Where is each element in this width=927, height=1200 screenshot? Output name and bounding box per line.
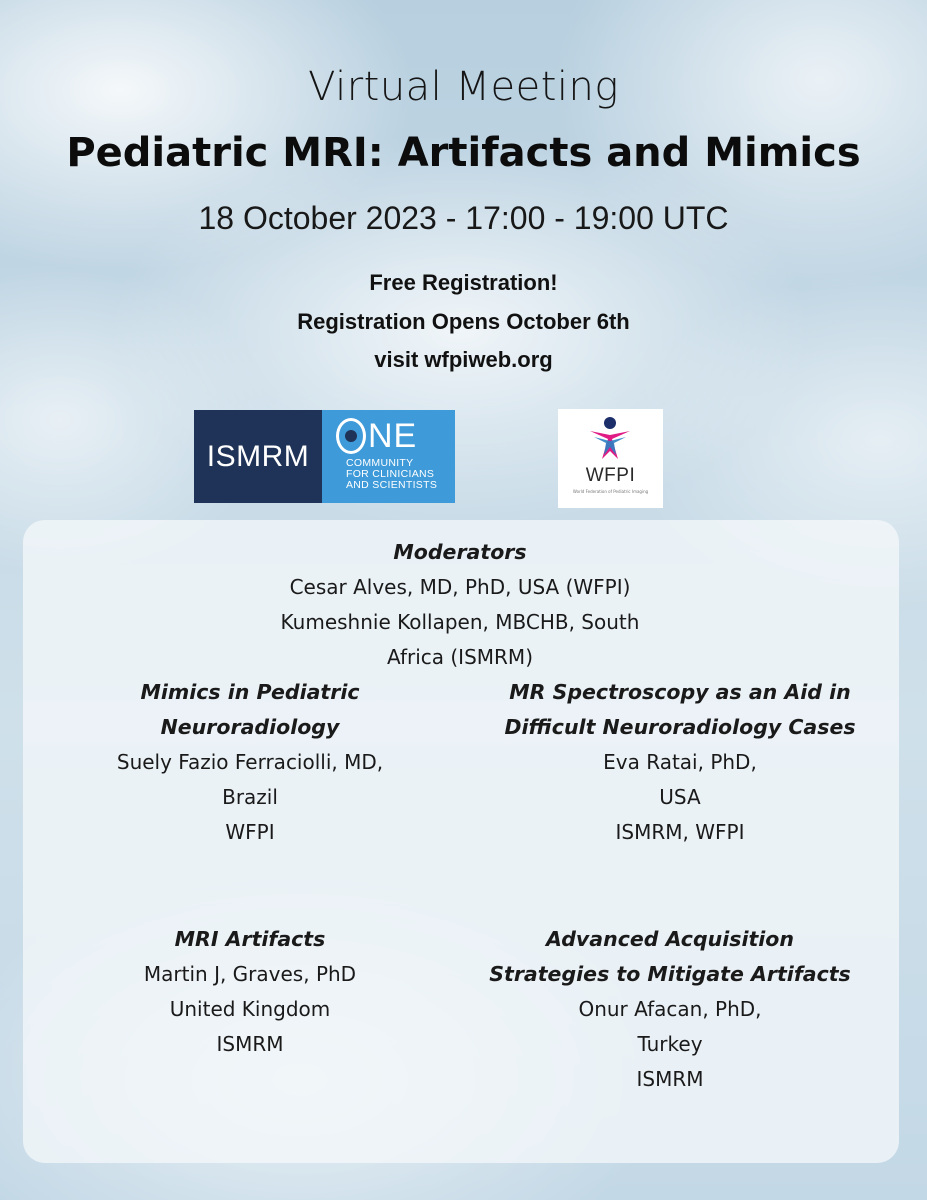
ismrm-one-community-mark — [322, 410, 455, 503]
talk-advanced-acquisition — [460, 922, 880, 1097]
talk-title: Strategies to Mitigate Artifacts — [489, 962, 851, 986]
speaker-name: Martin J, Graves, PhD — [143, 962, 357, 986]
event-kicker: Virtual Meeting — [308, 64, 619, 110]
talk-mimics — [90, 675, 410, 850]
speaker-name: Eva Ratai, PhD, — [603, 750, 757, 774]
wfpi-logo-subtitle: World Federation of Pediatric Imaging — [572, 489, 649, 494]
one-wordmark: NE — [368, 417, 418, 455]
speaker-country: Brazil — [222, 785, 278, 809]
website-link[interactable]: visit wfpiweb.org — [374, 347, 553, 372]
wfpi-logo-name: WFPI — [585, 465, 636, 486]
speaker-country: Turkey — [637, 1032, 703, 1056]
talk-mr-spectroscopy — [470, 675, 890, 850]
moderator-line: Kumeshnie Kollapen, MBCHB, South — [280, 610, 640, 634]
talk-title: MRI Artifacts — [174, 927, 326, 951]
speaker-society: ISMRM — [216, 1032, 284, 1056]
free-registration-text: Free Registration! — [369, 270, 558, 295]
ismrm-logo-name: ISMRM — [194, 410, 322, 503]
moderators-section — [230, 535, 690, 675]
registration-opens-text: Registration Opens October 6th — [297, 309, 630, 334]
speaker-society: ISMRM, WFPI — [615, 820, 745, 844]
moderator-line: Africa (ISMRM) — [386, 645, 533, 669]
talk-title: Mimics in Pediatric — [140, 680, 360, 704]
wfpi-logo — [558, 409, 663, 508]
speaker-society: ISMRM — [636, 1067, 704, 1091]
moderators-heading: Moderators — [393, 540, 527, 564]
one-sub-line-1: COMMUNITY — [346, 457, 414, 469]
wfpi-figures-icon — [586, 415, 634, 463]
ismrm-logo — [194, 410, 455, 503]
talk-title: Advanced Acquisition — [546, 927, 794, 951]
talk-title: Difficult Neuroradiology Cases — [504, 715, 856, 739]
talk-title: Neuroradiology — [160, 715, 340, 739]
talk-title: MR Spectroscopy as an Aid in — [509, 680, 851, 704]
event-date: 18 October 2023 - 17:00 - 19:00 UTC — [198, 200, 729, 236]
speaker-name: Suely Fazio Ferraciolli, MD, — [116, 750, 384, 774]
talk-mri-artifacts — [90, 922, 410, 1062]
one-sub-line-2: FOR CLINICIANS — [346, 468, 435, 480]
speaker-name: Onur Afacan, PhD, — [578, 997, 762, 1021]
speaker-country: USA — [659, 785, 701, 809]
speaker-country: United Kingdom — [169, 997, 331, 1021]
speaker-society: WFPI — [225, 820, 275, 844]
one-sub-line-3: AND SCIENTISTS — [346, 479, 438, 491]
event-title: Pediatric MRI: Artifacts and Mimics — [66, 130, 861, 176]
moderator-line: Cesar Alves, MD, PhD, USA (WFPI) — [289, 575, 631, 599]
brain-circle-icon — [336, 418, 366, 454]
